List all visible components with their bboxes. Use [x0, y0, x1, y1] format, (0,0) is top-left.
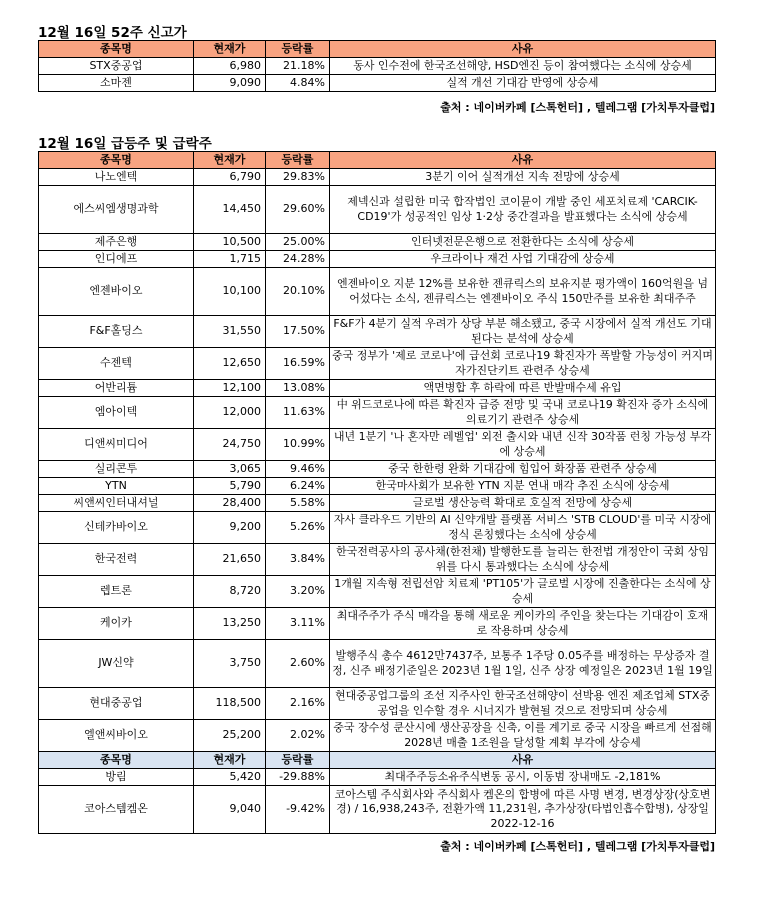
current-price: 25,200	[194, 720, 266, 752]
change-rate: 20.10%	[266, 268, 330, 316]
current-price: 5,790	[194, 478, 266, 495]
table-row	[39, 251, 716, 268]
table-row	[39, 608, 716, 640]
current-price: 6,980	[194, 58, 266, 75]
reason-text: 중국 장수성 쿤산시에 생산공장을 신축, 이를 계기로 중국 시장을 빠르게 선점해 2028년 매출 1조원을 달성할 계획 부각에 상승세	[330, 720, 716, 752]
stock-name: STX중공업	[39, 58, 194, 75]
stock-name: YTN	[39, 478, 194, 495]
current-price: 12,000	[194, 397, 266, 429]
table-row	[39, 268, 716, 316]
reason-text: 내년 1분기 '나 혼자만 레벨업' 외전 출시와 내년 신작 30작품 런칭 가능성 부각에 상승세	[330, 429, 716, 461]
stock-name: 에스씨엠생명과학	[39, 186, 194, 234]
current-price: 9,200	[194, 512, 266, 544]
change-rate: 21.18%	[266, 58, 330, 75]
reason-text: 동사 인수전에 한국조선해양, HSD엔진 등이 참여했다는 소식에 상승세	[330, 58, 716, 75]
change-rate: 29.83%	[266, 169, 330, 186]
col-header-name: 종목명	[39, 41, 194, 58]
reason-text: 코아스템 주식회사와 주식회사 켐온의 합병에 따른 사명 변경, 변경상장(상호변경) / 16,938,243주, 전환가액 11,231원, 추가상장(타법인흡수합병), 상장일 2022-12-16	[330, 786, 716, 834]
reason-text: 1개월 지속형 전립선암 치료제 'PT105'가 글로벌 시장에 진출한다는 소식에 상승세	[330, 576, 716, 608]
change-rate: 5.26%	[266, 512, 330, 544]
col-header-price: 현재가	[194, 152, 266, 169]
reason-text: 중국 정부가 '제로 코로나'에 급선회 코로나19 확진자가 폭발할 가능성이 커지며 자가진단키트 관련주 상승세	[330, 348, 716, 380]
col-header-rate: 등락률	[266, 152, 330, 169]
change-rate: 4.84%	[266, 75, 330, 92]
current-price: 13,250	[194, 608, 266, 640]
section1-source: 출처 : 네이버카페 [스톡헌터] , 텔레그램 [가치투자클럽]	[440, 101, 715, 114]
change-rate: 6.24%	[266, 478, 330, 495]
stock-name: JW신약	[39, 640, 194, 688]
table-row	[39, 348, 716, 380]
table-row	[39, 316, 716, 348]
change-rate: 16.59%	[266, 348, 330, 380]
table-row	[39, 186, 716, 234]
reason-text: 발행주식 총수 4612만7437주, 보통주 1주당 0.05주를 배정하는 무상증자 결정, 신주 배정기준일은 2023년 1월 1일, 신주 상장 예정일은 2023년 1월 19일	[330, 640, 716, 688]
table-row	[39, 58, 716, 75]
current-price: 9,040	[194, 786, 266, 834]
section2-source: 출처 : 네이버카페 [스톡헌터] , 텔레그램 [가치투자클럽]	[440, 840, 715, 853]
change-rate: 2.60%	[266, 640, 330, 688]
table-row	[39, 544, 716, 576]
change-rate: -9.42%	[266, 786, 330, 834]
col-header-reason: 사유	[330, 41, 716, 58]
stock-name: 어반리튬	[39, 380, 194, 397]
change-rate: 5.58%	[266, 495, 330, 512]
reason-text: 최대주주등소유주식변동 공시, 이동범 장내매도 -2,181%	[330, 769, 716, 786]
reason-text: F&F가 4분기 실적 우려가 상당 부분 해소됐고, 중국 시장에서 실적 개선도 기대된다는 분석에 상승세	[330, 316, 716, 348]
table-row	[39, 169, 716, 186]
table-row	[39, 688, 716, 720]
table-row	[39, 512, 716, 544]
current-price: 28,400	[194, 495, 266, 512]
stock-name: 엠아이텍	[39, 397, 194, 429]
stock-name: 현대중공업	[39, 688, 194, 720]
change-rate: 24.28%	[266, 251, 330, 268]
current-price: 9,090	[194, 75, 266, 92]
change-rate: 25.00%	[266, 234, 330, 251]
table-row	[39, 380, 716, 397]
change-rate: 13.08%	[266, 380, 330, 397]
stock-name: 방림	[39, 769, 194, 786]
reason-text: 한국마사회가 보유한 YTN 지분 연내 매각 추진 소식에 상승세	[330, 478, 716, 495]
current-price: 8,720	[194, 576, 266, 608]
table-row	[39, 461, 716, 478]
current-price: 14,450	[194, 186, 266, 234]
current-price: 12,100	[194, 380, 266, 397]
table-row	[39, 786, 716, 834]
table-row	[39, 478, 716, 495]
change-rate: 11.63%	[266, 397, 330, 429]
change-rate: 2.16%	[266, 688, 330, 720]
table-row	[39, 429, 716, 461]
change-rate: 3.11%	[266, 608, 330, 640]
stock-name: 엘앤씨바이오	[39, 720, 194, 752]
reason-text: 인터넷전문은행으로 전환한다는 소식에 상승세	[330, 234, 716, 251]
stock-name: 엔젠바이오	[39, 268, 194, 316]
section2-title: 12월 16일 급등주 및 급락주	[38, 136, 212, 152]
reason-text: 실적 개선 기대감 반영에 상승세	[330, 75, 716, 92]
reason-text: 3분기 이어 실적개선 지속 전망에 상승세	[330, 169, 716, 186]
col-header-reason: 사유	[330, 752, 716, 769]
current-price: 10,100	[194, 268, 266, 316]
col-header-price: 현재가	[194, 41, 266, 58]
reason-text: 자사 클라우드 기반의 AI 신약개발 플랫폼 서비스 'STB CLOUD'를 미국 시장에 정식 론칭했다는 소식에 상승세	[330, 512, 716, 544]
table-row	[39, 769, 716, 786]
current-price: 24,750	[194, 429, 266, 461]
table-row	[39, 75, 716, 92]
movers-table	[38, 151, 716, 834]
stock-name: F&F홀딩스	[39, 316, 194, 348]
stock-name: 렙트론	[39, 576, 194, 608]
stock-name: 제주은행	[39, 234, 194, 251]
current-price: 21,650	[194, 544, 266, 576]
change-rate: 17.50%	[266, 316, 330, 348]
stock-name: 씨앤씨인터내셔널	[39, 495, 194, 512]
change-rate: 3.20%	[266, 576, 330, 608]
change-rate: 29.60%	[266, 186, 330, 234]
reason-text: 중국 한한령 완화 기대감에 힘입어 화장품 관련주 상승세	[330, 461, 716, 478]
change-rate: -29.88%	[266, 769, 330, 786]
stock-name: 수젠텍	[39, 348, 194, 380]
reason-text: 현대중공업그룹의 조선 지주사인 한국조선해양이 선박용 엔진 제조업체 STX중공업을 인수할 경우 시너지가 발현될 것으로 전망되며 상승세	[330, 688, 716, 720]
stock-name: 나노엔텍	[39, 169, 194, 186]
table-row	[39, 720, 716, 752]
reason-text: 최대주주가 주식 매각을 통해 새로운 케이카의 주인을 찾는다는 기대감이 호재로 작용하며 상승세	[330, 608, 716, 640]
reason-text: 엔젠바이오 지분 12%를 보유한 젠큐릭스의 보유지분 평가액이 160억원을 넘어섰다는 소식, 젠큐릭스는 엔젠바이오 주식 150만주를 보유한 최대주주	[330, 268, 716, 316]
col-header-reason: 사유	[330, 152, 716, 169]
current-price: 6,790	[194, 169, 266, 186]
new-high-table	[38, 40, 716, 92]
col-header-price: 현재가	[194, 752, 266, 769]
current-price: 3,750	[194, 640, 266, 688]
current-price: 118,500	[194, 688, 266, 720]
stock-name: 코아스템켐온	[39, 786, 194, 834]
change-rate: 9.46%	[266, 461, 330, 478]
reason-text: 中 위드코로나에 따른 확진자 급증 전망 및 국내 코로나19 확진자 증가 소식에 의료기기 관련주 상승세	[330, 397, 716, 429]
stock-name: 신테카바이오	[39, 512, 194, 544]
table-row	[39, 576, 716, 608]
table-row	[39, 397, 716, 429]
col-header-name: 종목명	[39, 752, 194, 769]
reason-text: 한국전력공사의 공사채(한전채) 발행한도를 늘리는 한전법 개정안이 국회 상임위를 다시 통과했다는 소식에 상승세	[330, 544, 716, 576]
change-rate: 10.99%	[266, 429, 330, 461]
current-price: 31,550	[194, 316, 266, 348]
stock-name: 인디에프	[39, 251, 194, 268]
col-header-rate: 등락률	[266, 752, 330, 769]
stock-name: 한국전력	[39, 544, 194, 576]
table-row	[39, 640, 716, 688]
col-header-rate: 등락률	[266, 41, 330, 58]
fall-header-row	[39, 752, 716, 769]
stock-name: 디앤씨미디어	[39, 429, 194, 461]
col-header-name: 종목명	[39, 152, 194, 169]
stock-name: 케이카	[39, 608, 194, 640]
reason-text: 글로벌 생산능력 확대로 호실적 전망에 상승세	[330, 495, 716, 512]
section1-title: 12월 16일 52주 신고가	[38, 25, 187, 41]
current-price: 5,420	[194, 769, 266, 786]
current-price: 1,715	[194, 251, 266, 268]
change-rate: 2.02%	[266, 720, 330, 752]
table-row	[39, 234, 716, 251]
reason-text: 액면병합 후 하락에 따른 반발매수세 유입	[330, 380, 716, 397]
change-rate: 3.84%	[266, 544, 330, 576]
reason-text: 제넥신과 설립한 미국 합작법인 코이뮨이 개발 중인 세포치료제 'CARCIK-CD19'가 성공적인 임상 1·2상 중간결과을 발표했다는 소식에 상승세	[330, 186, 716, 234]
current-price: 12,650	[194, 348, 266, 380]
current-price: 10,500	[194, 234, 266, 251]
stock-name: 소마젠	[39, 75, 194, 92]
table-row	[39, 495, 716, 512]
reason-text: 우크라이나 재건 사업 기대감에 상승세	[330, 251, 716, 268]
stock-name: 실리콘투	[39, 461, 194, 478]
current-price: 3,065	[194, 461, 266, 478]
